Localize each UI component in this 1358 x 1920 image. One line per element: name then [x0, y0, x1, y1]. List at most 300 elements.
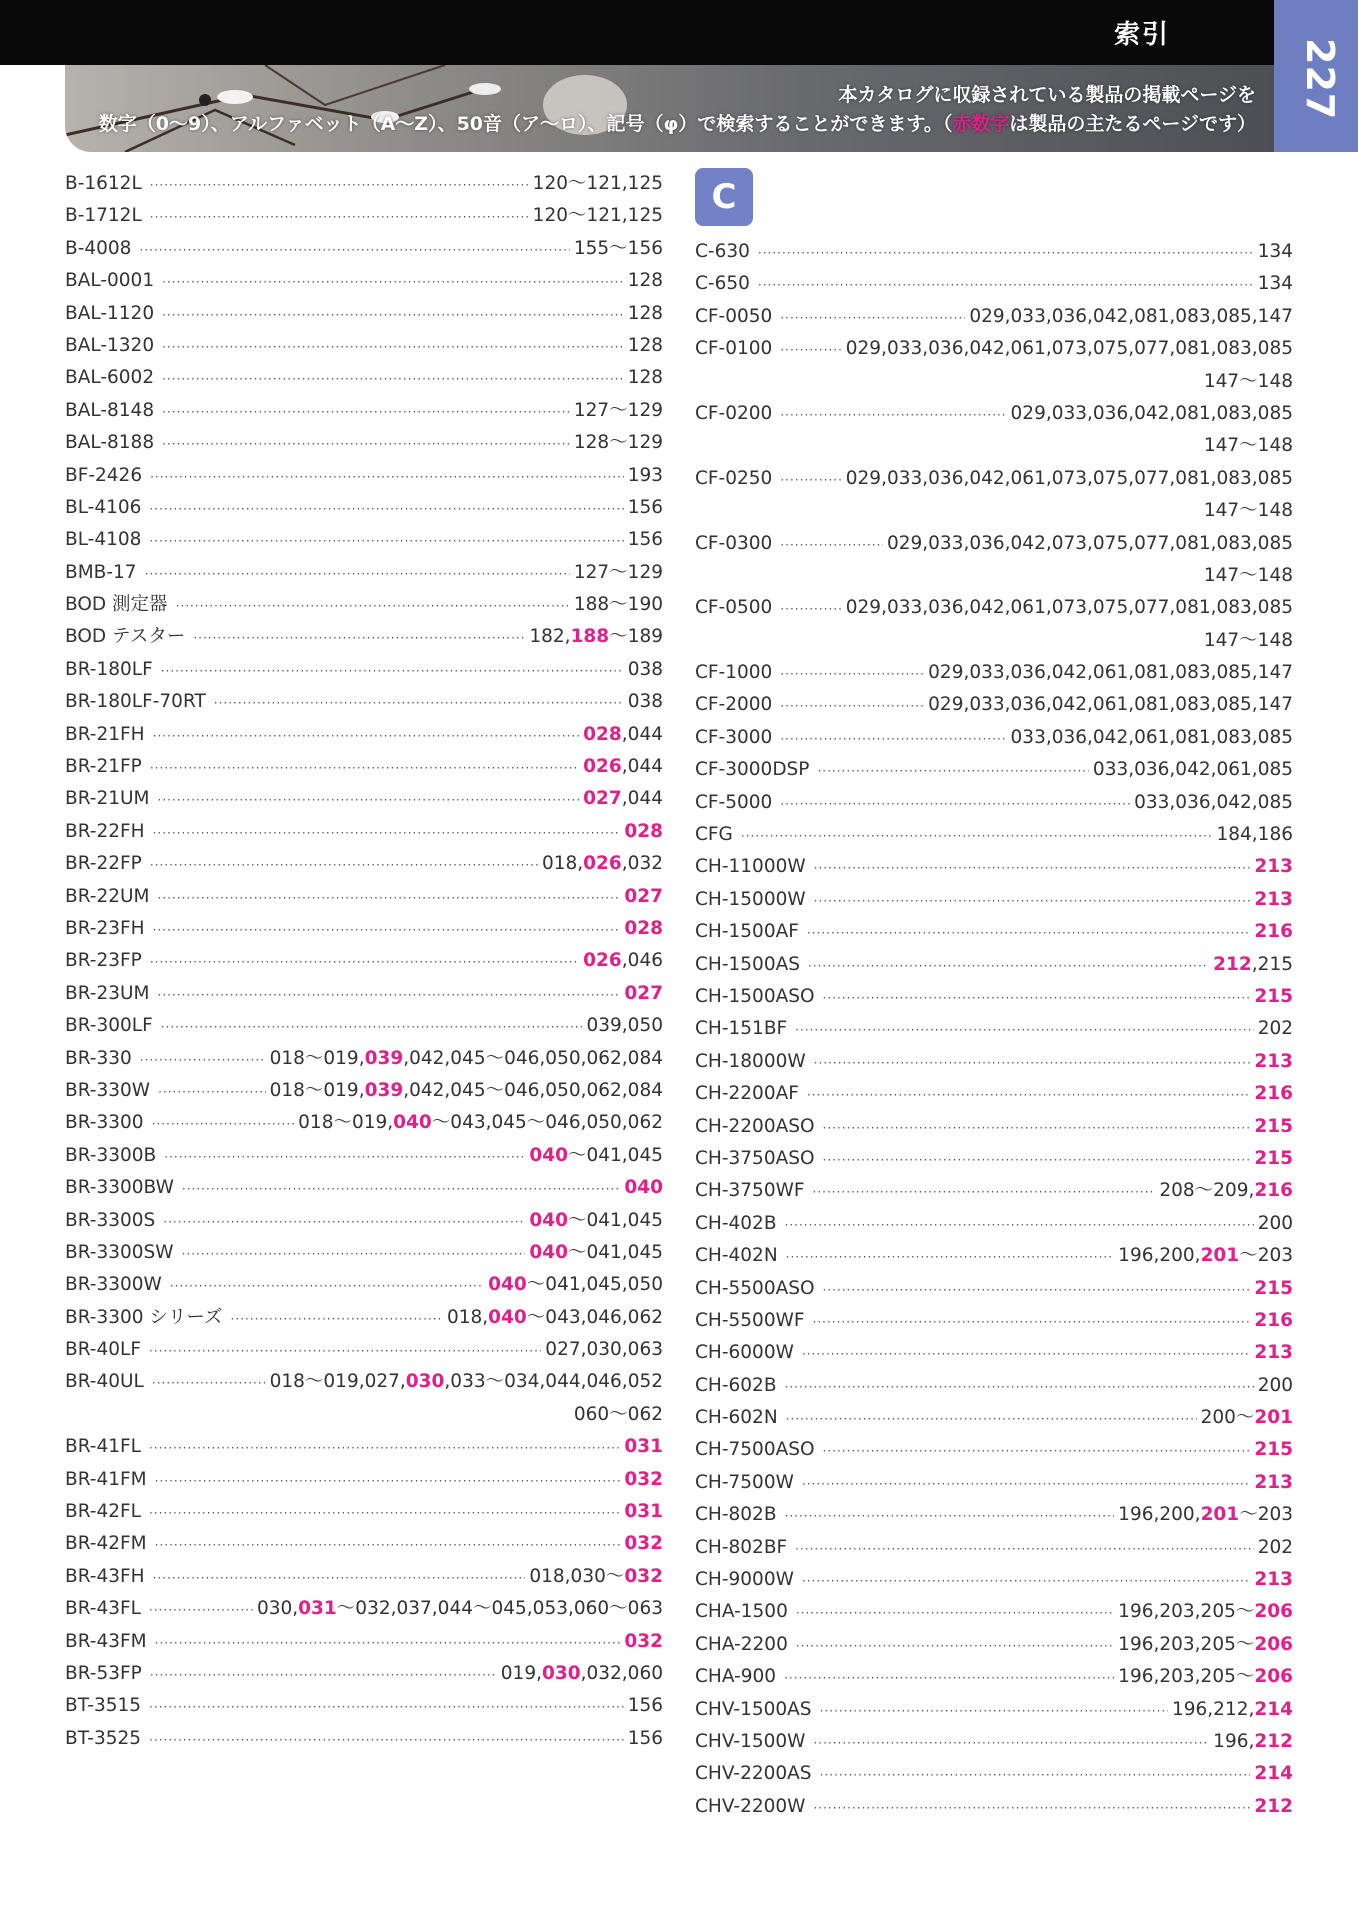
product-code: BR-21FH — [65, 723, 145, 745]
product-code: BL-4108 — [65, 529, 142, 551]
index-entry — [65, 751, 663, 783]
leader-dots — [823, 1435, 1251, 1467]
page-references — [488, 1269, 663, 1301]
main-page-number: 212 — [1254, 1730, 1293, 1752]
page-references — [1254, 1467, 1293, 1499]
leader-dots — [784, 1662, 1114, 1694]
banner-highlight: 赤数字 — [952, 113, 1010, 135]
index-entry — [65, 848, 663, 880]
main-page-number: 030 — [405, 1371, 445, 1393]
leader-dots — [162, 363, 624, 395]
product-code: CH-6000W — [695, 1342, 794, 1364]
product-code: BAL-8148 — [65, 399, 155, 421]
product-code: BR-41FL — [65, 1436, 141, 1458]
page-number: ,044 — [621, 788, 663, 810]
product-code: CF-0050 — [695, 305, 773, 327]
leader-dots — [149, 1691, 624, 1723]
header-banner — [65, 65, 1274, 152]
main-page-number: 212 — [1213, 953, 1252, 975]
page-number: 018, — [541, 853, 584, 875]
product-code: CF-3000DSP — [695, 759, 810, 781]
leader-dots — [813, 1792, 1250, 1824]
main-page-number: 040 — [529, 1241, 568, 1263]
leader-dots — [158, 979, 621, 1011]
page-references — [624, 1528, 663, 1560]
leader-dots — [786, 1241, 1115, 1273]
header-bar — [0, 0, 1274, 65]
main-page-number: 040 — [624, 1177, 663, 1199]
product-code: CFG — [695, 824, 733, 846]
page-references — [270, 1366, 663, 1398]
leader-dots — [817, 755, 1088, 787]
index-entry — [695, 981, 1293, 1013]
index-entry — [65, 557, 663, 589]
main-page-number: 026 — [583, 950, 622, 972]
product-code: BR-23UM — [65, 982, 150, 1004]
page-references — [583, 719, 663, 751]
leader-dots — [153, 1562, 526, 1594]
product-code: BR-40LF — [65, 1339, 141, 1361]
index-entry — [65, 492, 663, 524]
page-number: 〜189 — [609, 626, 663, 648]
page-number: 196,200, — [1118, 1504, 1201, 1526]
page-references — [574, 589, 663, 621]
index-entry — [695, 1175, 1293, 1207]
leader-dots — [153, 914, 621, 946]
main-page-number: 201 — [1200, 1245, 1240, 1267]
leader-dots — [802, 1468, 1250, 1500]
leader-dots — [780, 334, 841, 366]
page-number: 033,036,042,061,085 — [1092, 759, 1293, 781]
product-code: BAL-1320 — [65, 334, 155, 356]
leader-dots — [758, 269, 1254, 301]
product-code: CH-802BF — [695, 1536, 788, 1558]
page-references — [1118, 1499, 1293, 1531]
leader-dots — [145, 558, 570, 590]
page-references — [529, 1237, 663, 1269]
index-entry — [695, 1370, 1293, 1402]
product-code: BR-21FP — [65, 756, 142, 778]
page-references — [529, 621, 663, 653]
main-page-number: 206 — [1254, 1633, 1293, 1655]
leader-dots — [802, 1338, 1250, 1370]
page-references — [574, 395, 663, 427]
product-code: CF-2000 — [695, 694, 773, 716]
page-references — [624, 1172, 663, 1204]
page-references — [1254, 1305, 1293, 1337]
page-references — [583, 945, 663, 977]
index-entry — [695, 463, 1293, 528]
product-code: BR-3300SW — [65, 1241, 174, 1263]
page-number: ,215 — [1251, 953, 1293, 975]
product-code: CHA-2200 — [695, 1633, 788, 1655]
page-number: ,042,045〜046,050,062,084 — [403, 1047, 663, 1069]
banner-line-1: 本カタログに収録されている製品の掲載ページを — [838, 84, 1256, 106]
page-references — [628, 362, 663, 394]
index-entry — [695, 754, 1293, 786]
page-references — [1254, 1078, 1293, 1110]
main-page-number: 213 — [1254, 888, 1293, 910]
page-number: 188〜190 — [573, 594, 663, 616]
page-references — [1118, 1240, 1293, 1272]
section-title: 索引 — [1113, 20, 1170, 50]
leader-dots — [795, 1533, 1254, 1565]
page-number: 029,033,036,042,061,073,075,077,081,083,085 — [845, 467, 1293, 489]
main-page-number: 028 — [624, 917, 663, 939]
page-references — [628, 654, 663, 686]
page-references — [1254, 851, 1293, 883]
index-entry — [65, 881, 663, 913]
leader-dots — [780, 690, 924, 722]
index-entry — [65, 200, 663, 232]
page-number: 128〜129 — [573, 432, 663, 454]
page-references — [1011, 398, 1293, 430]
main-page-number: 215 — [1254, 1439, 1293, 1461]
product-code: BR-42FM — [65, 1533, 147, 1555]
leader-dots — [807, 1079, 1250, 1111]
page-number: 128 — [627, 302, 663, 324]
index-entry — [65, 1010, 663, 1042]
product-code: CH-2200ASO — [695, 1115, 815, 1137]
product-code: BR-3300 — [65, 1112, 144, 1134]
product-code: BMB-17 — [65, 561, 137, 583]
page-references — [1159, 1175, 1293, 1207]
page-number: 182, — [529, 626, 571, 648]
main-page-number: 216 — [1254, 921, 1293, 943]
main-page-number: 040 — [393, 1112, 432, 1134]
page-references — [624, 913, 663, 945]
main-page-number: 213 — [1254, 1471, 1293, 1493]
leader-dots — [823, 1274, 1251, 1306]
index-entry — [65, 1658, 663, 1690]
page-number-tab — [1274, 0, 1358, 152]
page-references — [1254, 1111, 1293, 1143]
page-number: 127〜129 — [573, 561, 663, 583]
page-references — [1011, 722, 1293, 754]
page-number: 200 — [1257, 1374, 1293, 1396]
page-number: 018,030〜 — [529, 1565, 625, 1587]
page-number: 134 — [1257, 241, 1293, 262]
leader-dots — [780, 658, 924, 690]
page-references — [628, 1723, 663, 1755]
index-entry — [695, 819, 1293, 851]
leader-dots — [149, 1724, 624, 1756]
product-code: BT-3525 — [65, 1727, 142, 1749]
leader-dots — [162, 396, 570, 428]
page-references — [846, 463, 1293, 495]
product-code: CHA-1500 — [695, 1601, 788, 1623]
page-references — [1254, 1143, 1293, 1175]
page-references — [545, 1334, 663, 1366]
main-page-number: 213 — [1254, 1050, 1293, 1072]
product-code: CF-0250 — [695, 467, 773, 489]
leader-dots — [231, 1303, 443, 1335]
page-references — [1258, 1013, 1293, 1045]
main-page-number: 215 — [1254, 985, 1293, 1007]
page-number: 134 — [1257, 273, 1293, 295]
main-page-number: 214 — [1254, 1763, 1293, 1785]
page-number: 039,050 — [586, 1015, 663, 1037]
leader-dots — [785, 1371, 1254, 1403]
page-number: 196,200, — [1118, 1245, 1201, 1267]
main-page-number: 215 — [1254, 1277, 1293, 1299]
page-references — [624, 881, 663, 913]
product-code: BAL-6002 — [65, 367, 155, 389]
index-entry — [695, 268, 1293, 300]
leader-dots — [152, 1367, 266, 1399]
index-entry — [65, 589, 663, 621]
index-entry — [65, 1334, 663, 1366]
leader-dots — [150, 169, 529, 201]
main-page-number: 030 — [541, 1662, 581, 1684]
leader-dots — [796, 1597, 1114, 1629]
leader-dots — [820, 1695, 1168, 1727]
page-references — [969, 301, 1293, 333]
leader-dots — [786, 1403, 1197, 1435]
page-number: ,033〜034,044,046,052 — [444, 1371, 663, 1393]
page-number: 156 — [627, 1695, 663, 1717]
product-code: B-1712L — [65, 205, 142, 227]
product-code: CH-402N — [695, 1245, 778, 1267]
leader-dots — [820, 1759, 1251, 1791]
page-references-continued: 147〜148 — [1203, 629, 1293, 651]
product-code: CH-2200AF — [695, 1083, 799, 1105]
page-references — [583, 783, 663, 815]
page-number: 120〜121,125 — [532, 205, 663, 227]
page-number: 128 — [627, 270, 663, 292]
index-entry — [65, 1269, 663, 1301]
page-number: 033,036,042,085 — [1134, 791, 1293, 813]
product-code: CF-0200 — [695, 402, 773, 424]
page-number: 184,186 — [1216, 824, 1293, 846]
page-number: 030, — [256, 1598, 299, 1620]
index-entry — [65, 427, 663, 459]
leader-dots — [150, 201, 529, 233]
leader-dots — [758, 237, 1254, 269]
index-entry — [65, 1237, 663, 1269]
leader-dots — [813, 1176, 1156, 1208]
product-code: BR-330 — [65, 1047, 132, 1069]
page-references — [1254, 884, 1293, 916]
main-page-number: 031 — [624, 1501, 663, 1523]
page-references — [1254, 1758, 1293, 1790]
page-references — [1213, 1726, 1293, 1758]
product-code: BR-53FP — [65, 1662, 142, 1684]
main-page-number: 032 — [624, 1468, 663, 1490]
main-page-number: 213 — [1254, 1342, 1293, 1364]
index-entry — [695, 1143, 1293, 1175]
main-page-number: 026 — [583, 756, 622, 778]
leader-dots — [155, 1627, 621, 1659]
page-references — [846, 592, 1293, 624]
main-page-number: 206 — [1254, 1666, 1293, 1688]
product-code: CH-18000W — [695, 1050, 806, 1072]
leader-dots — [182, 1238, 526, 1270]
leader-dots — [780, 529, 883, 561]
index-entry — [65, 1140, 663, 1172]
product-code: BR-3300BW — [65, 1177, 174, 1199]
page-references — [624, 978, 663, 1010]
page-references — [1201, 1402, 1293, 1434]
product-code: BR-42FL — [65, 1501, 141, 1523]
leader-dots — [162, 266, 624, 298]
leader-dots — [150, 946, 579, 978]
index-entry — [65, 1561, 663, 1593]
banner-description — [99, 81, 1256, 139]
main-page-number: 213 — [1254, 1569, 1293, 1591]
main-page-number: 040 — [488, 1274, 527, 1296]
page-number: 029,033,036,042,081,083,085 — [1010, 402, 1293, 424]
page-references — [1258, 1208, 1293, 1240]
leader-dots — [158, 784, 580, 816]
leader-dots — [149, 525, 623, 557]
index-entry — [695, 592, 1293, 657]
product-code: BR-43FM — [65, 1630, 147, 1652]
page-references — [628, 298, 663, 330]
index-entry — [695, 333, 1293, 398]
page-number: ,032,060 — [580, 1662, 663, 1684]
product-code: BR-3300W — [65, 1274, 162, 1296]
leader-dots — [149, 1335, 541, 1367]
page-references — [628, 492, 663, 524]
page-references — [928, 689, 1293, 721]
main-page-number: 039 — [364, 1047, 404, 1069]
product-code: BR-3300S — [65, 1209, 156, 1231]
leader-dots — [164, 1141, 525, 1173]
main-page-number: 040 — [529, 1209, 568, 1231]
index-entry — [65, 1075, 663, 1107]
page-references — [624, 816, 663, 848]
product-code: BAL-1120 — [65, 302, 155, 324]
page-number: 018〜019, — [269, 1079, 365, 1101]
leader-dots — [796, 1630, 1114, 1662]
product-code: BR-41FM — [65, 1468, 147, 1490]
product-code: CH-9000W — [695, 1569, 794, 1591]
product-code: BR-180LF-70RT — [65, 691, 206, 713]
index-entry — [65, 816, 663, 848]
page-number: ,032 — [621, 853, 663, 875]
page-number: 193 — [627, 464, 663, 486]
index-entry — [65, 978, 663, 1010]
index-entry — [695, 949, 1293, 981]
page-references — [624, 1626, 663, 1658]
leader-dots — [150, 461, 624, 493]
main-page-number: 206 — [1254, 1601, 1293, 1623]
page-number: 〜041,045 — [567, 1209, 663, 1231]
product-code: BF-2426 — [65, 464, 143, 486]
main-page-number: 028 — [624, 820, 663, 842]
product-code: BR-23FH — [65, 917, 145, 939]
leader-dots — [780, 399, 1006, 431]
index-entry — [695, 1305, 1293, 1337]
page-number: 196,212, — [1171, 1698, 1255, 1720]
main-page-number: 216 — [1254, 1180, 1293, 1202]
index-entry — [695, 528, 1293, 593]
leader-dots — [153, 817, 621, 849]
index-entry — [65, 1496, 663, 1528]
product-code: CH-5500WF — [695, 1309, 805, 1331]
leader-dots — [813, 1727, 1209, 1759]
leader-dots — [155, 1529, 621, 1561]
index-entry — [65, 783, 663, 815]
leader-dots — [813, 1306, 1251, 1338]
index-entry — [65, 913, 663, 945]
page-references — [628, 330, 663, 362]
index-entry — [695, 722, 1293, 754]
page-number: 029,033,036,042,081,083,085,147 — [969, 305, 1293, 327]
leader-dots — [162, 299, 624, 331]
page-references-continued: 147〜148 — [1203, 435, 1293, 457]
main-page-number: 027 — [583, 788, 622, 810]
index-entry — [65, 233, 663, 265]
page-references — [628, 460, 663, 492]
page-references — [628, 265, 663, 297]
page-number: 128 — [627, 367, 663, 389]
page-number: 033,036,042,061,081,083,085 — [1010, 726, 1293, 748]
leader-dots — [741, 820, 1213, 852]
leader-dots — [795, 1014, 1254, 1046]
page-references — [501, 1658, 663, 1690]
leader-dots — [780, 788, 1130, 820]
leader-dots — [785, 1500, 1115, 1532]
page-references — [529, 1561, 663, 1593]
leader-dots — [158, 1076, 266, 1108]
leader-dots — [808, 950, 1209, 982]
page-references — [583, 751, 663, 783]
index-entry — [65, 1043, 663, 1075]
page-references — [1254, 1564, 1293, 1596]
leader-dots — [823, 982, 1251, 1014]
page-references-continued: 147〜148 — [1203, 370, 1293, 392]
index-entry — [695, 1661, 1293, 1693]
index-entry — [695, 1467, 1293, 1499]
page-references — [928, 657, 1293, 689]
product-code: CF-3000 — [695, 726, 773, 748]
index-entry — [695, 1046, 1293, 1078]
index-entry — [65, 654, 663, 686]
page-number: 019, — [500, 1662, 542, 1684]
leader-dots — [823, 1144, 1251, 1176]
page-references — [574, 233, 663, 265]
main-page-number: 031 — [624, 1436, 663, 1458]
page-number: 196,203,205〜 — [1118, 1633, 1255, 1655]
page-number: 155〜156 — [573, 237, 663, 259]
page-references — [298, 1107, 663, 1139]
index-entry — [65, 265, 663, 297]
page-references — [1134, 787, 1293, 819]
page-number: 120〜121,125 — [532, 173, 663, 194]
product-code: CF-0300 — [695, 532, 773, 554]
page-number: 〜043,045〜046,050,062 — [431, 1112, 663, 1134]
index-entry — [65, 395, 663, 427]
product-code: BR-22FH — [65, 820, 145, 842]
leader-dots — [161, 655, 624, 687]
index-entry — [695, 236, 1293, 268]
page-references — [628, 524, 663, 556]
product-code: BR-330W — [65, 1079, 151, 1101]
index-entry — [695, 1629, 1293, 1661]
main-page-number: 188 — [570, 626, 610, 648]
product-code: BR-43FL — [65, 1598, 141, 1620]
page-number: ,044 — [621, 723, 663, 745]
product-code: CHV-2200W — [695, 1795, 806, 1817]
leader-dots — [149, 1497, 620, 1529]
page-number: ,044 — [621, 756, 663, 778]
product-code: C-630 — [695, 241, 750, 262]
page-references — [1254, 981, 1293, 1013]
page-references — [574, 557, 663, 589]
leader-dots — [152, 1108, 295, 1140]
